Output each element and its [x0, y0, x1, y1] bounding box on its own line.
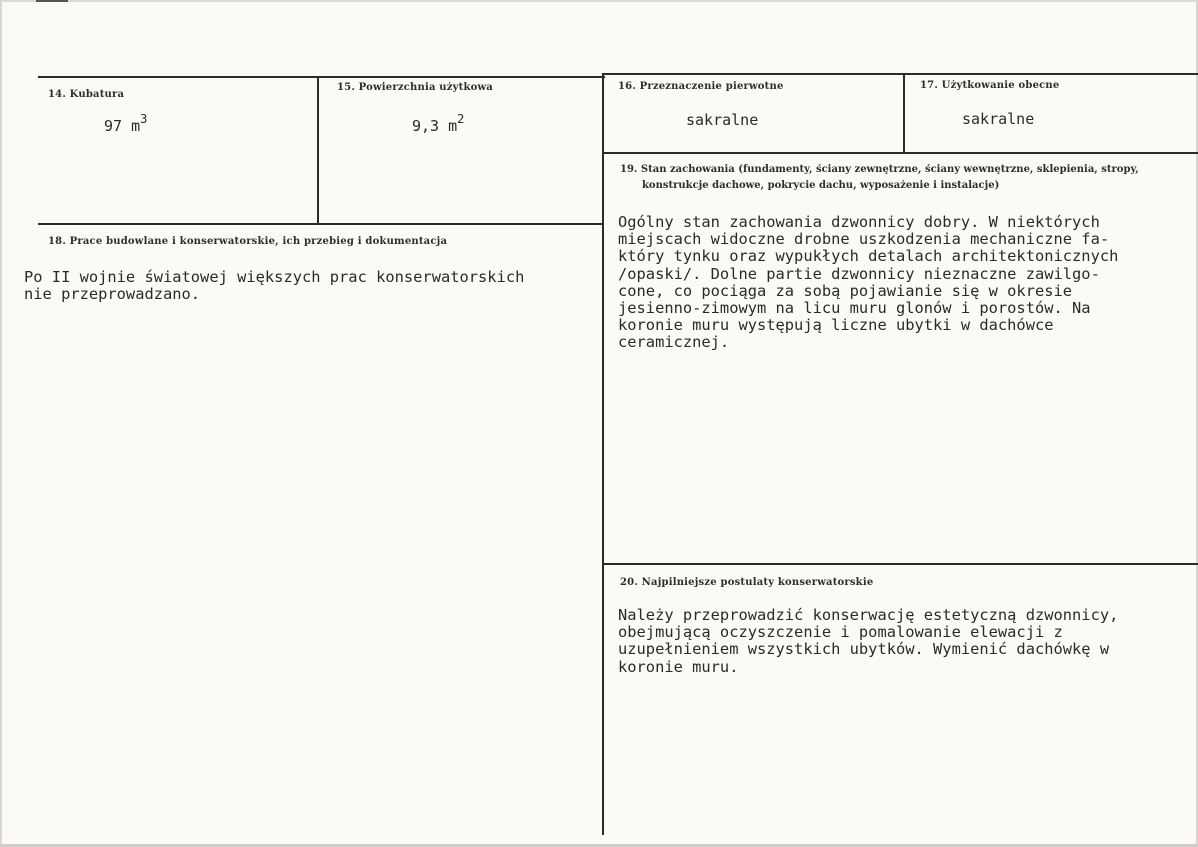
rule-top-right [603, 73, 1198, 75]
center-divider [602, 73, 604, 835]
divider-14-15 [317, 76, 319, 224]
field-19-label-line1: 19. Stan zachowania (fundamenty, ściany zewnętrzne, ściany wewnętrzne, sklepienia, stropy, [620, 164, 1139, 175]
field-15-value-exponent: 2 [457, 112, 465, 126]
field-20-text: Należy przeprowadzić konserwację estetyczną dzwonnicy, obejmującą oczyszczenie i pomalowanie elewacji z uzupełnieniem wszystkich ubytków. Wymienić dachówkę w koronie muru. [618, 606, 1119, 676]
field-18-text: Po II wojnie światowej większych prac konserwatorskich nie przeprowadzano. [24, 268, 525, 304]
divider-16-17 [903, 73, 905, 153]
field-18-label: 18. Prace budowlane i konserwatorskie, ich przebieg i dokumentacja [48, 236, 448, 247]
field-19-label-line2: konstrukcje dachowe, pokrycie dachu, wyposażenie i instalacje) [642, 180, 1000, 191]
field-16-label: 16. Przeznaczenie pierwotne [618, 81, 784, 92]
field-19-label [620, 162, 1180, 194]
field-17-value: sakralne [962, 110, 1035, 128]
rule-under-16-17 [603, 152, 1198, 154]
field-17-label: 17. Użytkowanie obecne [920, 80, 1060, 91]
field-15-value [412, 112, 465, 135]
rule-under-14-15 [38, 223, 604, 225]
field-14-value [104, 112, 148, 135]
field-15-label: 15. Powierzchnia użytkowa [337, 82, 493, 93]
top-paper-edge [0, 0, 1198, 2]
left-paper-edge [0, 0, 2, 847]
field-14-value-exponent: 3 [140, 112, 148, 126]
field-14-label: 14. Kubatura [48, 89, 125, 100]
field-14-value-text: 97 m [104, 117, 141, 135]
field-16-value: sakralne [686, 111, 759, 129]
field-20-label: 20. Najpilniejsze postulaty konserwatorskie [620, 577, 874, 588]
corner-mark [36, 0, 68, 2]
field-15-value-text: 9,3 m [412, 117, 458, 135]
rule-under-19 [603, 563, 1198, 565]
rule-top-left [38, 76, 605, 78]
field-19-text: Ogólny stan zachowania dzwonnicy dobry. W niektórych miejscach widoczne drobne uszkodzenia mechaniczne fa- który tynku oraz wypukłych detalach architektonicznych /opaski/. Dolne partie dzwonnicy nieznaczne zawilgo- cone, co pociąga za sobą pojawianie się w okresie jesienno-zimowym na licu muru glonów i porostów. Na koronie muru występują liczne ubytki w dachówce ceramicznej. [618, 213, 1119, 352]
